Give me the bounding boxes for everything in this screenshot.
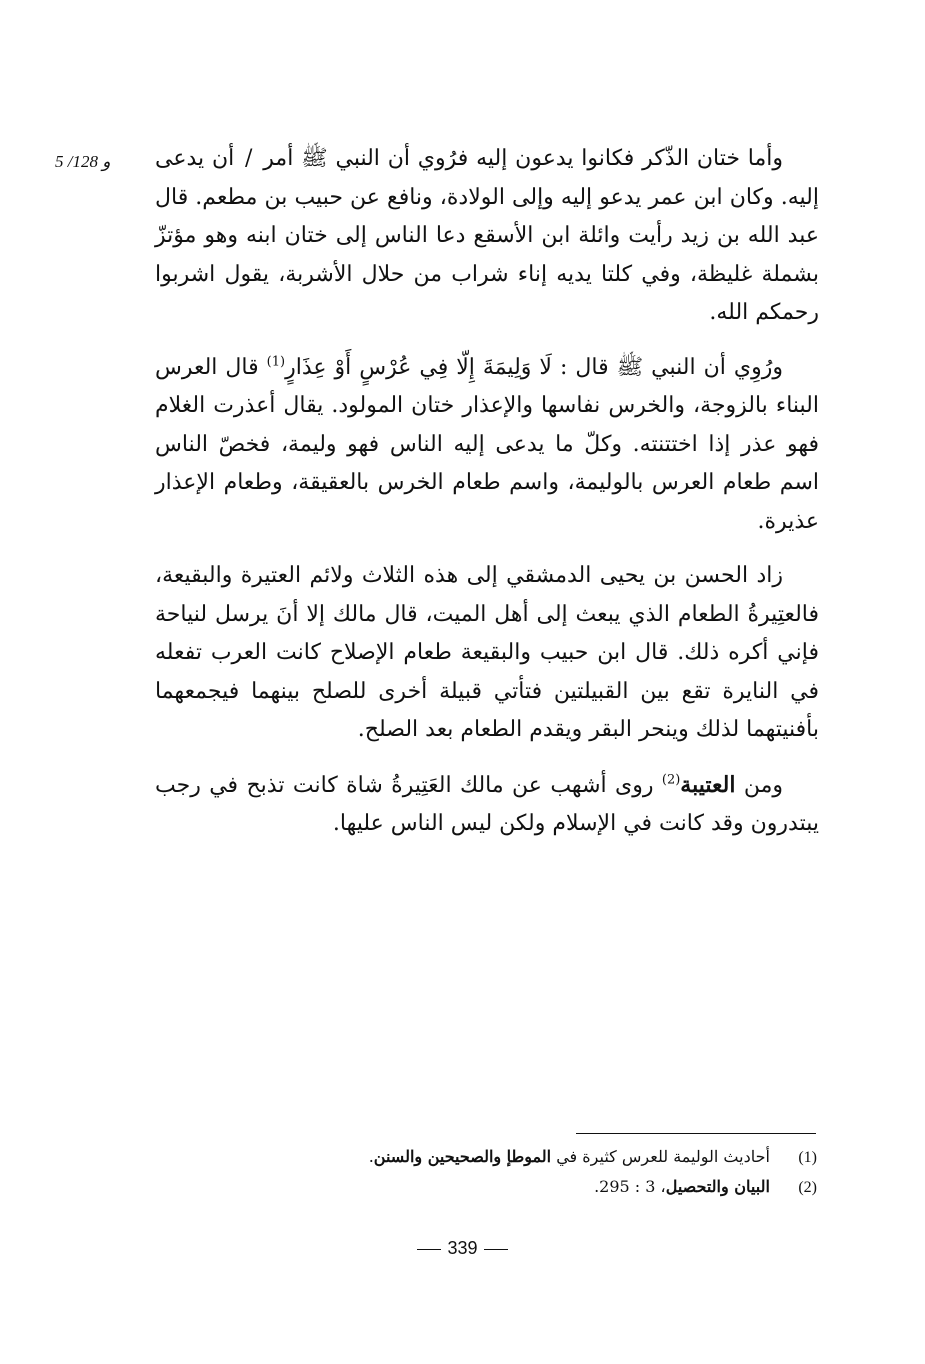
page-number-dash-right — [484, 1249, 508, 1250]
main-text — [155, 140, 819, 844]
paragraph-2 — [155, 349, 819, 542]
footnote-source: الموطإ والصحيحين والسنن — [373, 1147, 552, 1166]
footnote-1 — [300, 1142, 817, 1172]
term-atiba: العتيبة — [680, 771, 736, 798]
footnote-source: البيان والتحصيل — [665, 1177, 770, 1196]
footnote-number: (2) — [798, 1179, 817, 1196]
paragraph-4-rest: روى أشهب عن مالك العَتِيرةُ شاة كانت تذبح في رجب يبتدرون وقد كانت في الإسلام ولكن ليس الناس عليها. — [155, 772, 819, 836]
footnote-text: أحاديث الوليمة للعرس كثيرة في — [556, 1147, 770, 1166]
footnote-ref-2: (2) — [661, 772, 681, 788]
footnote-tail: . — [368, 1147, 374, 1166]
footnote-divider — [576, 1133, 816, 1134]
paragraph-3-text: زاد الحسن بن يحيى الدمشقي إلى هذه الثلاث ولائم العتيرة والبقيعة، فالعتِيرةُ الطعام الذي يبعث إلى أهل الميت، قال مالك إلا أنَ يرسل لنياحة فإني أكره ذلك. قال ابن حبيب والبقيعة طعام الإصلاح كانت العرب تفعله في النايرة تقع بين القبيلتين فتأتي قبيلة أخرى للصلح بينهما فيجمعهما بأفنيتهما لذلك وينحر البقر ويقدم الطعام بعد الصلح. — [155, 563, 819, 742]
paragraph-1 — [155, 140, 819, 333]
page-number-dash-left — [417, 1249, 441, 1250]
footnotes — [300, 1142, 817, 1202]
page-number — [0, 1238, 925, 1259]
paragraph-4 — [155, 766, 819, 844]
footnote-2 — [300, 1172, 817, 1202]
paragraph-3 — [155, 557, 819, 750]
paragraph-4-start: ومن — [743, 772, 783, 798]
footnote-tail: ، 3 : 295. — [594, 1177, 666, 1196]
margin-folio-reference: 5 /128 و — [55, 152, 111, 171]
folio-slash: / — [245, 146, 253, 171]
footnote-number: (1) — [798, 1149, 817, 1166]
paragraph-1-start: وأما ختان الذّكر فكانوا يدعون إليه فرُوي أن النبي ﷺ أمر — [263, 146, 783, 171]
page-number-value: 339 — [447, 1238, 478, 1258]
paragraph-1-rest: أن يدعى إليه. وكان ابن عمر يدعو إليه وإلى الولادة، ونافع عن حبيب بن مطعم. قال عبد الله بن زيد رأيت وائلة ابن الأسقع دعا الناس إلى ختان ابنه وهو مؤتزّ بشملة غليظة، وفي كلتا يديه إناء شراب من حلال الأشربة، يقول اشربوا رحمكم الله. — [155, 146, 820, 325]
paragraph-2-rest: قال العرس البناء بالزوجة، والخرس نفاسها والإعذار ختان المولود. يقال أعذرت الغلام فهو عذر إذا اختتنته. وكلّ ما يدعى إليه الناس فهو وليمة، فخصّ الناس اسم طعام العرس بالوليمة، واسم طعام الخرس بالعقيقة، وطعام الإعذار عذيرة. — [155, 354, 819, 534]
paragraph-2-start: ورُوِي أن النبي ﷺ قال : لَا وَلِيمَةَ إِلّا فِي عُرْسٍ أَوْ عِذَارٍ — [285, 354, 783, 380]
footnote-ref-1: (1) — [266, 354, 286, 370]
